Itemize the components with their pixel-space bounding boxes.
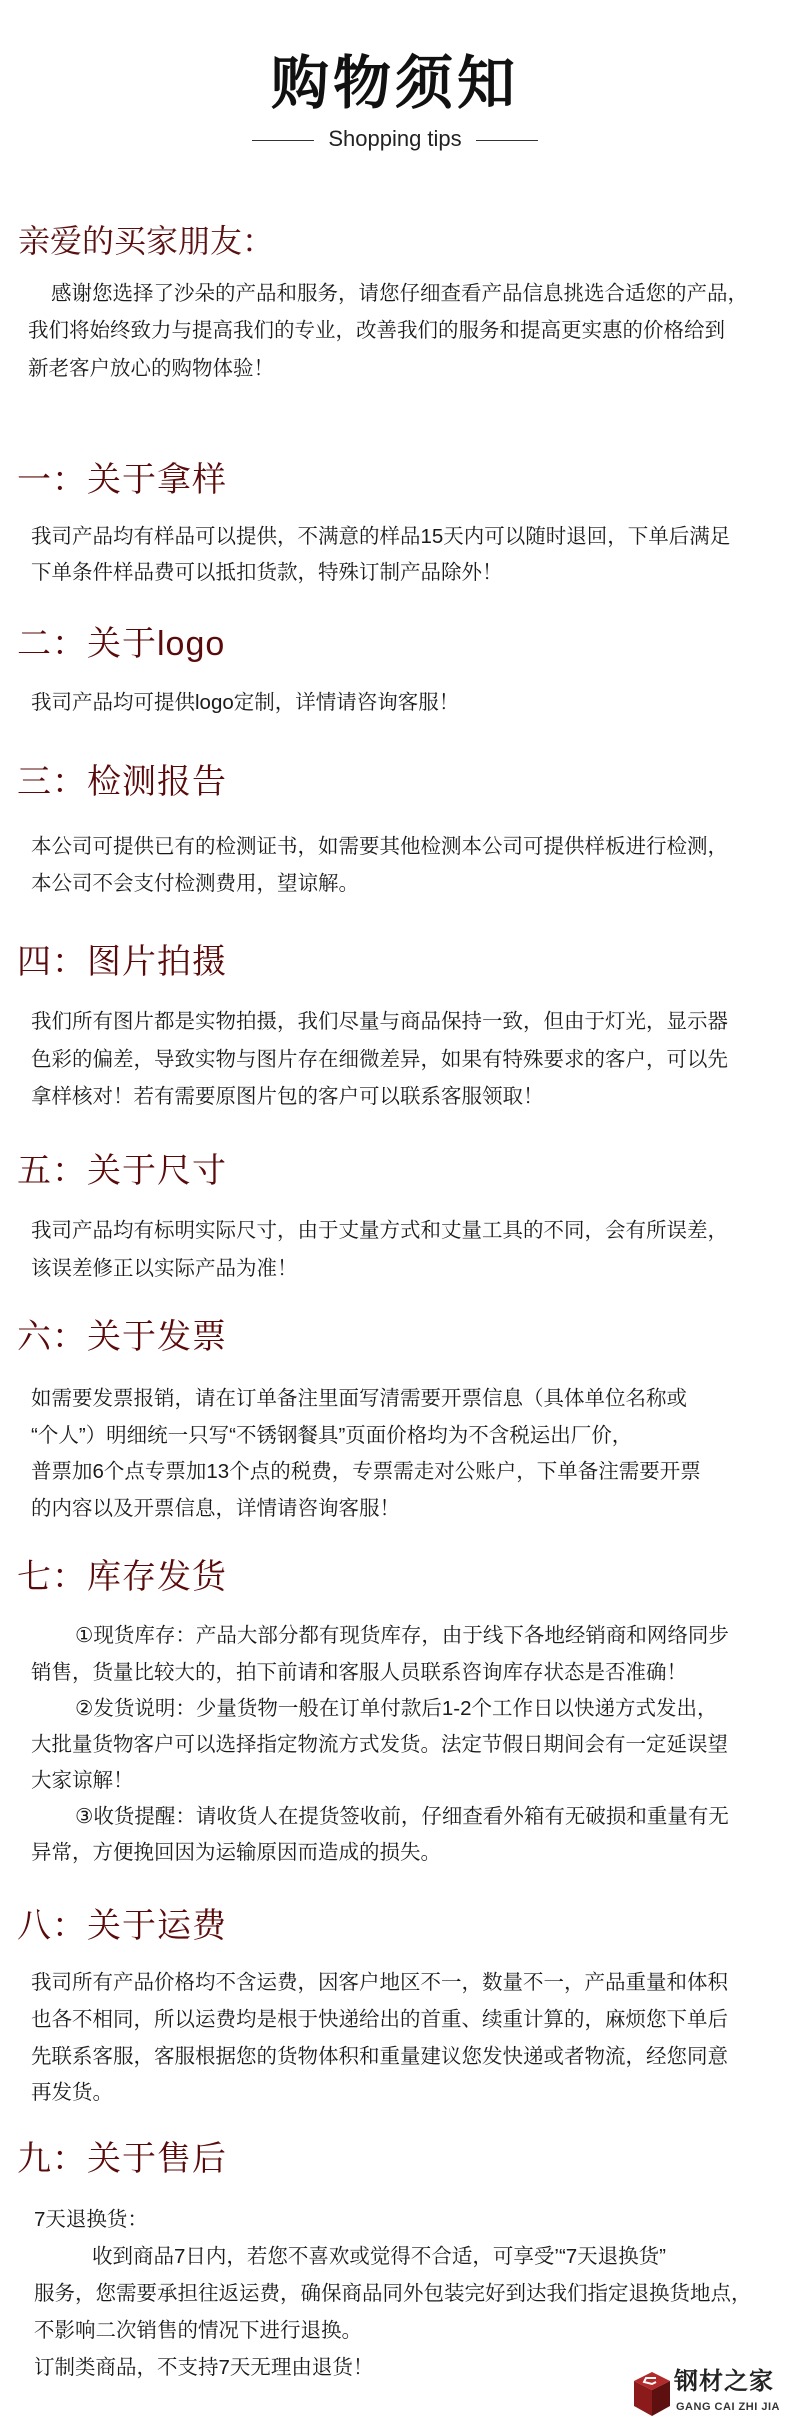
section-line: 我司产品均有标明实际尺寸，由于丈量方式和丈量工具的不同，会有所误差， xyxy=(31,1219,728,1242)
page-title: 购物须知 xyxy=(270,51,519,116)
section-line: ③收货提醒：请收货人在提货签收前，仔细查看外箱有无破损和重量有无 xyxy=(75,1805,729,1828)
section-line: 先联系客服，客服根据您的货物体积和重量建议您发快递或者物流，经您同意 xyxy=(31,2045,728,2068)
section-line: 我们所有图片都是实物拍摄，我们尽量与商品保持一致，但由于灯光，显示器 xyxy=(31,1010,728,1033)
greeting-heading: 亲爱的买家朋友： xyxy=(18,223,275,259)
section-line: 本公司可提供已有的检测证书，如需要其他检测本公司可提供样板进行检测， xyxy=(31,835,728,858)
section-line: 再发货。 xyxy=(31,2081,113,2104)
section-line: 本公司不会支付检测费用，望谅解。 xyxy=(31,872,359,895)
section-heading-photos: 四：图片拍摄 xyxy=(17,943,227,981)
intro-line: 感谢您选择了沙朵的产品和服务，请您仔细查看产品信息挑选合适您的产品， xyxy=(51,282,748,305)
section-line: 订制类商品，不支持7天无理由退货！ xyxy=(34,2356,374,2379)
section-line: 我司产品均有样品可以提供，不满意的样品15天内可以随时退回，下单后满足 xyxy=(31,525,731,548)
section-line: 该误差修正以实际产品为准！ xyxy=(31,1257,298,1280)
section-heading-shipping: 八：关于运费 xyxy=(17,1907,227,1945)
section-line: 7天退换货： xyxy=(34,2208,148,2231)
section-line: “个人”）明细统一只写“不锈钢餐具”页面价格均为不含税运出厂价， xyxy=(31,1424,633,1447)
page-subtitle xyxy=(0,126,790,152)
section-heading-logo: 二：关于logo xyxy=(17,625,226,663)
section-line: 异常，方便挽回因为运输原因而造成的损失。 xyxy=(31,1841,441,1864)
logo-name-cn: 钢材之家 xyxy=(674,2368,774,2395)
section-line: 收到商品7日内，若您不喜欢或觉得不合适，可享受’“7天退换货” xyxy=(92,2245,667,2268)
intro-line: 我们将始终致力与提高我们的专业，改善我们的服务和提高更实惠的价格给到 xyxy=(28,319,725,342)
section-line: 下单条件样品费可以抵扣货款，特殊订制产品除外！ xyxy=(31,561,503,584)
section-heading-samples: 一：关于拿样 xyxy=(17,461,227,499)
section-line: 大家谅解！ xyxy=(31,1769,134,1792)
cube-logo-icon xyxy=(632,2370,672,2418)
brand-logo xyxy=(632,2368,788,2420)
section-heading-invoice: 六：关于发票 xyxy=(17,1318,227,1356)
section-line: 拿样核对！若有需要原图片包的客户可以联系客服领取！ xyxy=(31,1085,544,1108)
section-line: 我司所有产品价格均不含运费，因客户地区不一，数量不一，产品重量和体积 xyxy=(31,1971,728,1994)
section-line: 服务，您需要承担往返运费，确保商品同外包装完好到达我们指定退换货地点， xyxy=(34,2282,752,2305)
section-line: 也各不相同，所以运费均是根于快递给出的首重、续重计算的，麻烦您下单后 xyxy=(31,2008,728,2031)
section-line: ②发货说明：少量货物一般在订单付款后1-2个工作日以快递方式发出， xyxy=(75,1697,718,1720)
logo-name-en: GANG CAI ZHI JIA xyxy=(676,2401,780,2413)
divider-left xyxy=(252,140,314,141)
section-line: 我司产品均可提供logo定制，详情请咨询客服！ xyxy=(31,691,460,714)
divider-right xyxy=(476,140,538,141)
section-heading-stock: 七：库存发货 xyxy=(17,1558,227,1596)
section-line: 不影响二次销售的情况下进行退换。 xyxy=(34,2319,362,2342)
section-heading-testing: 三：检测报告 xyxy=(17,763,227,801)
section-heading-size: 五：关于尺寸 xyxy=(17,1152,227,1190)
section-line: 普票加6个点专票加13个点的税费，专票需走对公账户，下单备注需要开票 xyxy=(31,1460,701,1483)
section-line: 销售，货量比较大的，拍下前请和客服人员联系咨询库存状态是否准确！ xyxy=(31,1661,687,1684)
subtitle-text: Shopping tips xyxy=(328,126,462,151)
section-line: 大批量货物客户可以选择指定物流方式发货。法定节假日期间会有一定延误望 xyxy=(31,1733,728,1756)
section-line: 的内容以及开票信息，详情请咨询客服！ xyxy=(31,1497,400,1520)
section-line: ①现货库存：产品大部分都有现货库存，由于线下各地经销商和网络同步 xyxy=(75,1624,729,1647)
section-line: 如需要发票报销，请在订单备注里面写清需要开票信息（具体单位名称或 xyxy=(31,1387,687,1410)
section-heading-aftersales: 九：关于售后 xyxy=(17,2140,227,2178)
intro-line: 新老客户放心的购物体验！ xyxy=(28,357,274,380)
section-line: 色彩的偏差，导致实物与图片存在细微差异，如果有特殊要求的客户，可以先 xyxy=(31,1048,728,1071)
